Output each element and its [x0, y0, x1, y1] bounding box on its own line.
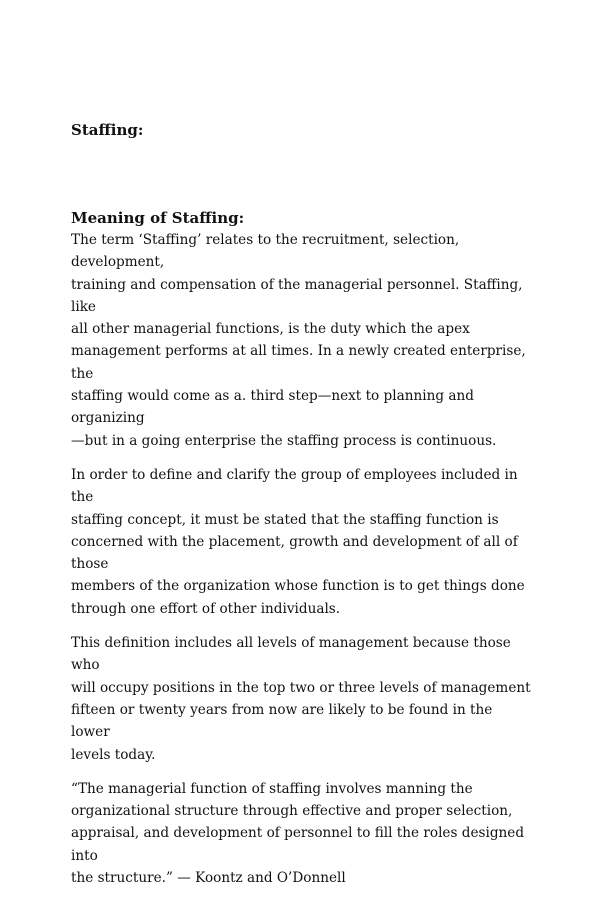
- paragraph-levels: This definition includes all levels of management because those who will occupy positions in the top two or three levels of management fifteen or twenty years from now are likely to be found in the lower levels today.: [71, 635, 531, 763]
- paragraph-meaning: The term ‘Staffing’ relates to the recruitment, selection, development, training and compensation of the managerial personnel. Staffing, like all other managerial functions, is the duty which the apex management performs at all times. In a newly created enterprise, the staffing would come as a. third step—next to planning and organizing —but in a going enterprise the staffing process is continuous.: [71, 232, 526, 449]
- page-title: Staffing:: [71, 121, 144, 139]
- paragraph-definition: In order to define and clarify the group of employees included in the staffing concept, it must be stated that the staffing function is concerned with the placement, growth and development of all of those members of the organization whose function is to get things done through one effort of other individuals.: [71, 466, 525, 617]
- document-body: [71, 207, 531, 901]
- section-title: Meaning of Staffing:: [71, 209, 245, 227]
- paragraph-quote: “The managerial function of staffing involves manning the organizational structure through effective and proper selection, appraisal, and development of personnel to fill the roles designed into the structure.” — Koontz and O’Donnell: [71, 780, 525, 887]
